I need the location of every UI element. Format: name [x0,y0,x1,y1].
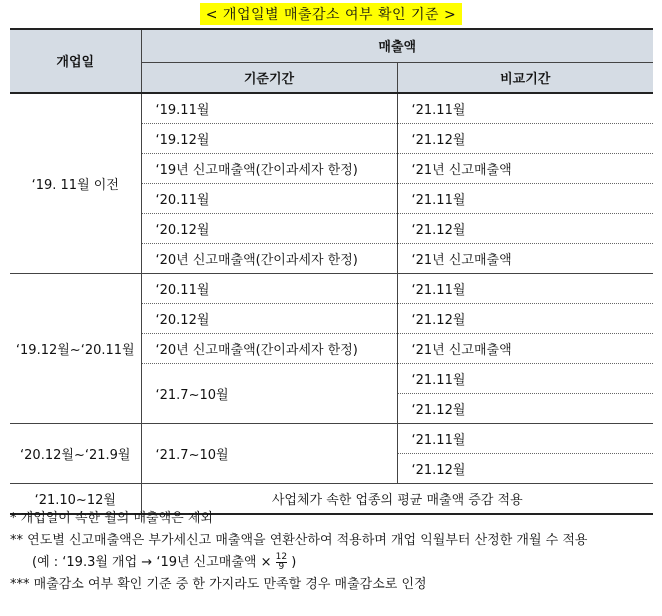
compare-cell: ‘21.12월 [397,123,653,153]
criteria-table [10,28,653,515]
base-cell: ‘19년 신고매출액(간이과세자 한정) [141,153,397,183]
span-cell: 사업체가 속한 업종의 평균 매출액 증감 적용 [141,483,653,514]
footnotes [10,508,587,596]
base-cell: ‘21.7~10월 [141,363,397,423]
header-compare-period: 비교기간 [397,62,653,93]
header-open-date: 개업일 [10,29,141,93]
compare-cell: ‘21.11월 [397,93,653,124]
compare-cell: ‘21.11월 [397,273,653,303]
title-container [0,0,662,25]
compare-cell: ‘21.12월 [397,303,653,333]
group-label: ‘21.10~12월 [10,483,141,514]
base-cell: ‘21.7~10월 [141,423,397,483]
base-cell: ‘20년 신고매출액(간이과세자 한정) [141,333,397,363]
compare-cell: ‘21.11월 [397,363,653,393]
footnote-3: *** 매출감소 여부 확인 기준 중 한 가지라도 만족할 경우 매출감소로 인정 [10,577,427,592]
base-cell: ‘19.12월 [141,123,397,153]
compare-cell: ‘21.11월 [397,423,653,453]
base-cell: ‘20.11월 [141,183,397,213]
fraction [276,553,287,572]
group-label: ‘19.12월~‘20.11월 [10,273,141,423]
compare-cell: ‘21.12월 [397,453,653,483]
compare-cell: ‘21년 신고매출액 [397,333,653,363]
page-title: < 개업일별 매출감소 여부 확인 기준 > [200,3,463,25]
fraction-numerator: 12 [275,552,288,562]
base-cell: ‘20.12월 [141,303,397,333]
header-base-period: 기준기간 [141,62,397,93]
compare-cell: ‘21년 신고매출액 [397,153,653,183]
footnote-2: ** 연도별 신고매출액은 부가세신고 매출액을 연환산하여 적용하며 개업 익월부터 산정한 개월 수 적용 [10,533,588,548]
fraction-denominator: 9 [278,562,285,572]
footnote-1: * 개업일이 속한 월의 매출액은 제외 [10,511,213,526]
header-sales: 매출액 [141,29,653,62]
compare-cell: ‘21.12월 [397,393,653,423]
compare-cell: ‘21.11월 [397,183,653,213]
base-cell: ‘20.11월 [141,273,397,303]
base-cell: ‘20년 신고매출액(간이과세자 한정) [141,243,397,273]
compare-cell: ‘21.12월 [397,213,653,243]
example-prefix: (예 : ‘19.3월 개업 → ‘19년 신고매출액 × [32,555,272,570]
group-label: ‘19. 11월 이전 [10,93,141,274]
base-cell: ‘20.12월 [141,213,397,243]
group-label: ‘20.12월~‘21.9월 [10,423,141,483]
example-suffix: ) [291,555,297,570]
base-cell: ‘19.11월 [141,93,397,124]
compare-cell: ‘21년 신고매출액 [397,243,653,273]
footnote-2-example [10,552,587,574]
